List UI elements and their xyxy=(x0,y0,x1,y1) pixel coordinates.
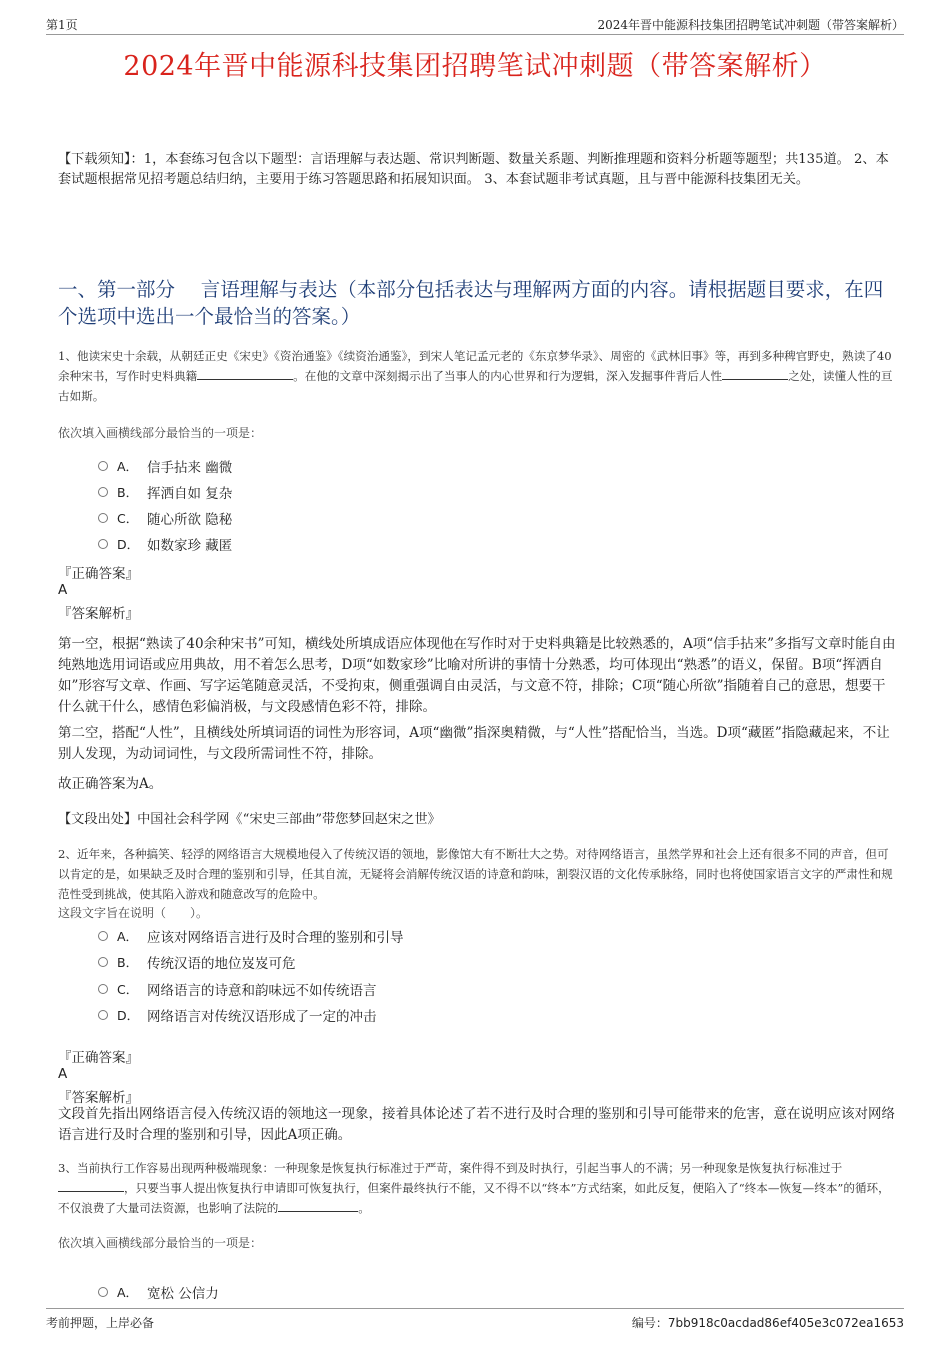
question-2-option-a[interactable]: A． 应该对网络语言进行及时合理的鉴别和引导 xyxy=(98,926,404,946)
section-heading: 一、第一部分 言语理解与表达（本部分包括表达与理解两方面的内容。请根据题目要求，在四个选项中选出一个最恰当的答案。） xyxy=(58,278,884,328)
page-header xyxy=(46,14,904,35)
page-footer xyxy=(46,1308,904,1331)
radio-icon[interactable] xyxy=(98,931,108,941)
fill-blank xyxy=(722,367,788,380)
question-2-option-b[interactable]: B． 传统汉语的地位岌岌可危 xyxy=(98,952,296,972)
radio-icon[interactable] xyxy=(98,513,108,523)
question-1-analysis-p1: 第一空，根据“熟读了40余种宋书”可知，横线处所填成语应体现他在写作时对于史料典籍是比较熟悉的，A项“信手拈来”多指写文章时能自由纯熟地选用词语或应用典故，用不着怎么思考，D项“如数家珍”比喻对所讲的事情十分熟悉，均可体现出“熟悉”的语义，保留。B项“挥洒自如”形容写文章、作画、写字运笔随意灵活，不受拘束，侧重强调自由灵活，与文意不符，排除；C项“随心所欲”指随着自己的意思，想要干什么就干什么，感情色彩偏消极，与文段感情色彩不符，排除。 xyxy=(58,636,896,715)
header-doc-title: 2024年晋中能源科技集团招聘笔试冲刺题（带答案解析） xyxy=(597,18,904,32)
question-1-analysis-p3: 故正确答案为A。 xyxy=(58,776,163,792)
document-title: 2024年晋中能源科技集团招聘笔试冲刺题（带答案解析） xyxy=(123,51,827,82)
question-2-prompt: 这段文字旨在说明（ ）。 xyxy=(58,906,209,920)
question-1-analysis-label: 『答案解析』 xyxy=(58,606,139,622)
fill-blank xyxy=(278,1199,358,1212)
question-1-option-d[interactable]: D． 如数家珍 藏匿 xyxy=(98,534,232,554)
question-2-option-d[interactable]: D． 网络语言对传统汉语形成了一定的冲击 xyxy=(98,1005,377,1025)
radio-icon[interactable] xyxy=(98,1010,108,1020)
download-notice: 【下载须知】：1，本套练习包含以下题型：言语理解与表达题、常识判断题、数量关系题、判断推理题和资料分析题等题型；共135道。 2、本套试题根据常见招考题总结归纳，主要用于练习答题思路和拓展知识面。 3、本套试题非考试真题，且与晋中能源科技集团无关。 xyxy=(58,152,889,187)
radio-icon[interactable] xyxy=(98,984,108,994)
question-2-correct-label: 『正确答案』 xyxy=(58,1050,139,1066)
radio-icon[interactable] xyxy=(98,461,108,471)
question-2-analysis-p1: 文段首先指出网络语言侵入传统汉语的领地这一现象，接着具体论述了若不进行及时合理的鉴别和引导可能带来的危害，意在说明应该对网络语言进行及时合理的鉴别和引导，因此A项正确。 xyxy=(58,1106,895,1143)
question-2-option-c[interactable]: C． 网络语言的诗意和韵味远不如传统语言 xyxy=(98,979,377,999)
question-3-stem: 3、当前执行工作容易出现两种极端现象：一种现象是恢复执行标准过于严苛，案件得不到及时执行，引起当事人的不满；另一种现象是恢复执行标准过于，只要当事人提出恢复执行申请即可恢复执行，但案件最终执行不能，又不得不以“终本”方式结案，如此反复，便陷入了“终本—恢复—终本”的循环，不仅浪费了大量司法资源，也影响了法院的 。 xyxy=(58,1161,890,1215)
question-1-stem: 1、他读宋史十余载，从朝廷正史《宋史》《资治通鉴》《续资治通鉴》，到宋人笔记孟元老的《东京梦华录》、周密的《武林旧事》等，再到多种稗官野史，熟读了40余种宋书，写作时史料典籍 。在他的文章中深刻揭示出了当事人的内心世界和行为逻辑，深入发掘事件背后人性 之处，读懂人性的亘古如斯。 xyxy=(58,349,893,403)
radio-icon[interactable] xyxy=(98,487,108,497)
fill-blank xyxy=(58,1179,124,1192)
question-1-option-c[interactable]: C． 随心所欲 隐秘 xyxy=(98,508,232,528)
question-3-prompt: 依次填入画横线部分最恰当的一项是： xyxy=(58,1236,263,1250)
question-3-option-a[interactable]: A． 宽松 公信力 xyxy=(98,1282,219,1302)
question-2-answer: A xyxy=(58,1066,68,1082)
fill-blank xyxy=(197,367,293,380)
radio-icon[interactable] xyxy=(98,957,108,967)
question-1-answer: A xyxy=(58,582,68,598)
page-number: 第1页 xyxy=(46,18,78,32)
radio-icon[interactable] xyxy=(98,1287,108,1297)
question-1-correct-label: 『正确答案』 xyxy=(58,566,139,582)
question-1-option-b[interactable]: B． 挥洒自如 复杂 xyxy=(98,482,232,502)
footer-code: 编号：7bb918c0acdad86ef405e3c072ea1653 xyxy=(631,1316,904,1330)
question-2-analysis-label: 『答案解析』 xyxy=(58,1090,139,1106)
footer-slogan: 考前押题，上岸必备 xyxy=(46,1316,155,1330)
question-1-option-a[interactable]: A． 信手拈来 幽微 xyxy=(98,456,232,476)
question-1-source: 【文段出处】中国社会科学网《“宋史三部曲”带您梦回赵宋之世》 xyxy=(58,812,441,827)
question-1-prompt: 依次填入画横线部分最恰当的一项是： xyxy=(58,426,263,440)
radio-icon[interactable] xyxy=(98,539,108,549)
question-1-analysis-p2: 第二空，搭配“人性”，且横线处所填词语的词性为形容词，A项“幽微”指深奥精微，与“人性”搭配恰当，当选。D项“藏匿”指隐藏起来，不让别人发现，为动词词性，与文段所需词性不符，排除。 xyxy=(58,725,890,762)
question-2-stem: 2、近年来，各种搞笑、轻浮的网络语言大规模地侵入了传统汉语的领地，影像馆大有不断壮大之势。对待网络语言，虽然学界和社会上还有很多不同的声音，但可以肯定的是，如果缺乏及时合理的鉴别和引导，任其自流，无疑将会消解传统汉语的诗意和韵味，割裂汉语的文化传承脉络，同时也将使国家语言文字的严肃性和规范性受到挑战，使其陷入游戏和随意改写的危险中。 xyxy=(58,847,893,901)
